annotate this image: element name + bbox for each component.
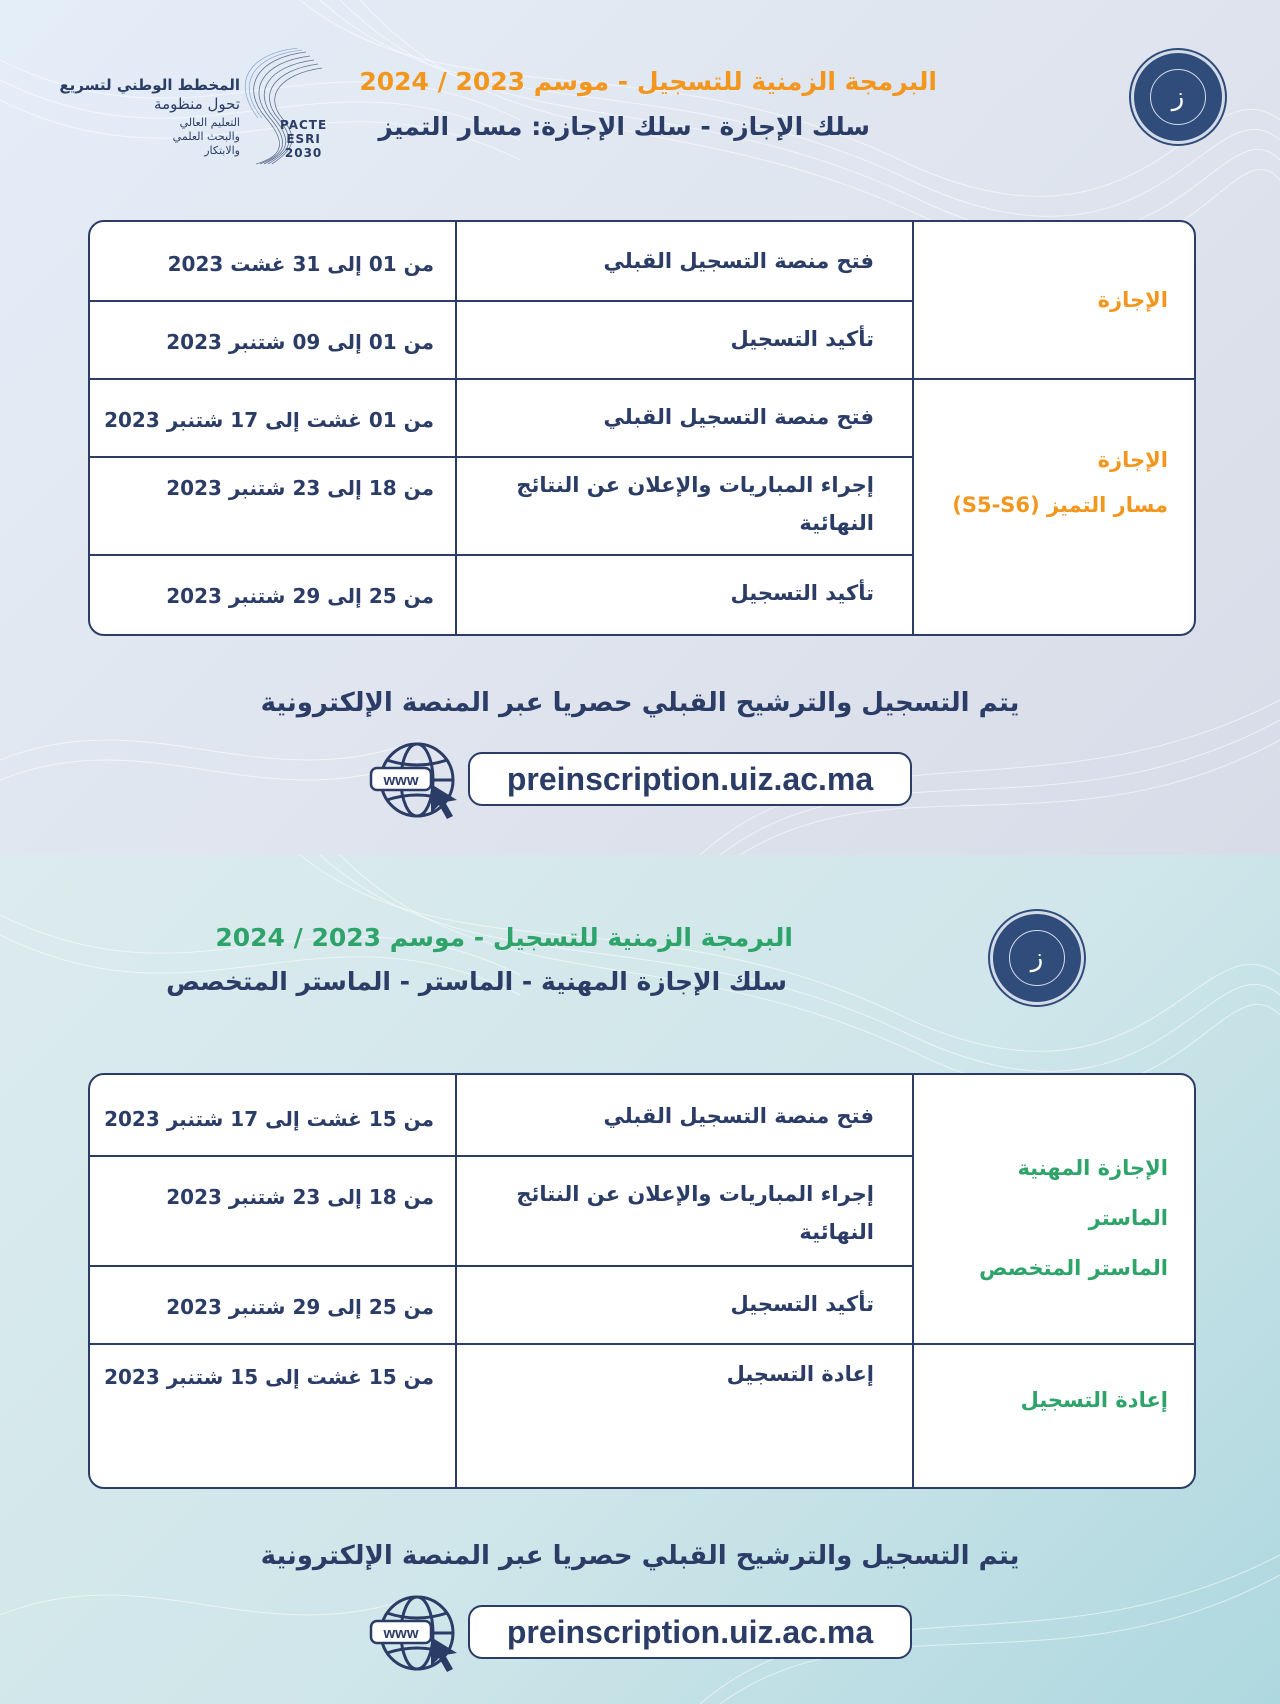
pacte-esri-logo [50, 48, 328, 168]
registration-url-link[interactable]: preinscription.uiz.ac.ma [468, 1605, 912, 1659]
university-seal-icon: ﺯ [990, 911, 1084, 1005]
table-row-date: من 15 غشت إلى 15 شتنبر 2023 [104, 1365, 434, 1389]
pacte-text-line1: المخطط الوطني لتسريع [59, 76, 240, 94]
table-row-date: من 01 غشت إلى 17 شتنبر 2023 [104, 408, 434, 432]
table-row-date: من 15 غشت إلى 17 شتنبر 2023 [104, 1107, 434, 1131]
pacte-brand-line2: ESRI [286, 132, 321, 146]
table-row-date: من 01 إلى 31 غشت 2023 [167, 252, 434, 276]
pacte-text-line5: والابتكار [204, 144, 240, 157]
table-row-step: تأكيد التسجيل [730, 327, 874, 351]
table-row-step: فتح منصة التسجيل القبلي [603, 1104, 874, 1128]
table-row-date: من 25 إلى 29 شتنبر 2023 [166, 584, 434, 608]
group-label: الإجازة [1097, 288, 1168, 312]
pacte-text-line3: التعليم العالي [179, 116, 240, 129]
www-label: www [383, 772, 419, 789]
university-seal-icon: ﺯ [1131, 50, 1225, 144]
globe-www-icon [367, 738, 467, 828]
table-row-step: إجراء المباريات والإعلان عن النتائج النهائية [516, 1182, 874, 1244]
table-row-step: تأكيد التسجيل [730, 1292, 874, 1316]
table-row-step: تأكيد التسجيل [730, 581, 874, 605]
group-label: الإجازة [1097, 448, 1168, 472]
table-row-date: من 25 إلى 29 شتنبر 2023 [166, 1295, 434, 1319]
pacte-brand-line3: 2030 [284, 146, 323, 160]
table-row-date: من 18 إلى 23 شتنبر 2023 [166, 476, 434, 500]
page-title: البرمجة الزمنية للتسجيل - موسم 2023 / 2024 [359, 67, 937, 96]
table-row-date: من 01 إلى 09 شتنبر 2023 [166, 330, 434, 354]
table-row-step: فتح منصة التسجيل القبلي [603, 249, 874, 273]
pacte-text-line2: تحول منظومة [154, 95, 240, 113]
table-row-date: من 18 إلى 23 شتنبر 2023 [166, 1185, 434, 1209]
page-subtitle: سلك الإجازة المهنية - الماستر - الماستر المتخصص [166, 967, 787, 996]
group-label: مسار التميز (S5-S6) [952, 493, 1168, 517]
platform-note: يتم التسجيل والترشيح القبلي حصريا عبر المنصة الإلكترونية [260, 688, 1020, 718]
platform-note: يتم التسجيل والترشيح القبلي حصريا عبر المنصة الإلكترونية [260, 1541, 1020, 1571]
group-label: الماستر المتخصص [979, 1256, 1168, 1280]
page-title: البرمجة الزمنية للتسجيل - موسم 2023 / 2024 [215, 923, 793, 952]
pacte-brand-line1: PACTE [280, 118, 328, 132]
registration-url-link[interactable]: preinscription.uiz.ac.ma [468, 752, 912, 806]
group-label: إعادة التسجيل [1020, 1388, 1168, 1412]
www-label: www [383, 1625, 419, 1642]
schedule-table [88, 1073, 1196, 1489]
pacte-text-line4: والبحث العلمي [172, 130, 240, 143]
table-row-step: إعادة التسجيل [726, 1362, 874, 1386]
globe-www-icon [367, 1591, 467, 1681]
table-row-step: إجراء المباريات والإعلان عن النتائج النهائية [516, 473, 874, 535]
table-row-step: فتح منصة التسجيل القبلي [603, 405, 874, 429]
schedule-panel-master [0, 855, 1280, 1704]
schedule-table [88, 220, 1196, 636]
page-subtitle: سلك الإجازة - سلك الإجازة: مسار التميز [378, 112, 870, 141]
group-label: الماستر [1088, 1206, 1168, 1230]
group-label: الإجازة المهنية [1017, 1156, 1168, 1180]
